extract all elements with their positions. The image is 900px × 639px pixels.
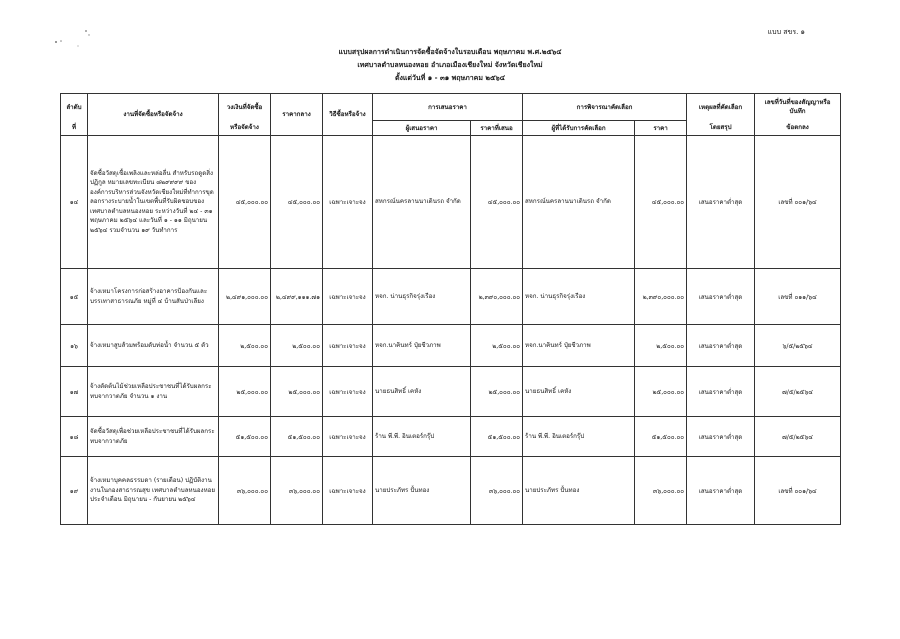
table-row: [61, 367, 841, 417]
table-header: [61, 94, 841, 136]
table-row: [61, 457, 841, 525]
row-contract: เลขที่ ๐๐๑/๖๔: [755, 136, 841, 269]
row-method: เฉพาะเจาะจง: [323, 269, 373, 325]
row-budget: ๒,๕๐๐.๐๐: [219, 325, 271, 367]
row-budget: ๓๖,๐๐๐.๐๐: [219, 457, 271, 525]
header-offer-group: การเสนอราคา: [373, 94, 523, 121]
row-price: ๒,๓๙๐,๐๐๐.๐๐: [635, 269, 687, 325]
row-no: ๑๖: [61, 325, 88, 367]
header-selected-vendor: ผู้ที่ได้รับการคัดเลือก: [523, 121, 635, 136]
row-selected-vendor: หจก. น่านธุรกิจรุ่งเรือง: [523, 269, 635, 325]
row-no: ๑๕: [61, 269, 88, 325]
row-reason: เสนอราคาต่ำสุด: [687, 136, 755, 269]
header-contract: เลขที่วันที่ของสัญญาหรือบันทึก: [755, 94, 841, 121]
row-reason: เสนอราคาต่ำสุด: [687, 367, 755, 417]
row-budget: ๕๑,๕๐๐.๐๐: [219, 417, 271, 457]
row-item: จ้างเหมาบุคคลธรรมดา (รายเดือน) ปฏิบัติงานงานในกองสาธารณสุข เทศบาลตำบลหนองหอย ประจำเดือน มิถุนายน - กันยายน ๒๕๖๔: [88, 457, 219, 525]
row-selected-vendor: นายธนสิทธิ์ เคหัง: [523, 367, 635, 417]
row-bidder: หจก. น่านธุรกิจรุ่งเรือง: [373, 269, 471, 325]
row-no: ๑๙: [61, 457, 88, 525]
row-median: ๔๕,๐๐๐.๐๐: [271, 136, 323, 269]
row-item: จัดซื้อวัสดุเพื่อช่วยเหลือประชาชนที่ได้รับผลกระทบจากวาตภัย: [88, 417, 219, 457]
row-price: ๒,๕๐๐.๐๐: [635, 325, 687, 367]
row-median: ๒,๕๐๐.๐๐: [271, 325, 323, 367]
header-reason-2: โดยสรุป: [687, 121, 755, 136]
row-method: เฉพาะเจาะจง: [323, 457, 373, 525]
row-contract: เลขที่ ๐๐๑/๖๔: [755, 457, 841, 525]
row-median: ๕๑,๕๐๐.๐๐: [271, 417, 323, 457]
row-offer-price: ๔๕,๐๐๐.๐๐: [471, 136, 523, 269]
table-body: [61, 136, 841, 525]
row-price: ๕๑,๕๐๐.๐๐: [635, 417, 687, 457]
row-budget: ๒,๔๙๑,๐๐๐.๐๐: [219, 269, 271, 325]
row-no: ๑๘: [61, 417, 88, 457]
title-line-3: ตั้งแต่วันที่ ๑ - ๓๑ พฤษภาคม ๒๕๖๔: [394, 74, 506, 82]
header-reason: เหตุผลที่คัดเลือก: [687, 94, 755, 121]
table-row: [61, 269, 841, 325]
header-no-2: ที่: [61, 121, 88, 136]
row-no: ๑๔: [61, 136, 88, 269]
row-item: จ้างเหมาสูบส้วมพร้อมดับท่อน้ำ จำนวน ๕ ตัว: [88, 325, 219, 367]
row-bidder: สหกรณ์นครลานนาเดินรถ จำกัด: [373, 136, 471, 269]
row-median: ๒๕,๐๐๐.๐๐: [271, 367, 323, 417]
row-item: จ้างเหมาโครงการก่อสร้างอาคารป้องกันและบรรเทาสาธารณภัย หมู่ที่ ๔ บ้านสันป่าเลียง: [88, 269, 219, 325]
title-line-1: แบบสรุปผลการดำเนินการจัดซื้อจัดจ้างในรอบเดือน พฤษภาคม พ.ศ.๒๕๖๔: [338, 48, 562, 56]
row-method: เฉพาะเจาะจง: [323, 325, 373, 367]
row-reason: เสนอราคาต่ำสุด: [687, 417, 755, 457]
header-no: ลำดับ: [61, 94, 88, 121]
table-row: [61, 136, 841, 269]
row-method: เฉพาะเจาะจง: [323, 417, 373, 457]
row-selected-vendor: นายประภัทร ปั้นทอง: [523, 457, 635, 525]
header-method: วิธีซื้อหรือจ้าง: [323, 94, 373, 136]
document-titles: [0, 46, 900, 85]
row-item: จ้างตัดต้นไม้ช่วยเหลือประชาชนที่ได้รับผลกระทบจากวาตภัย จำนวน ๑ งาน: [88, 367, 219, 417]
header-budget-2: หรือจัดจ้าง: [219, 121, 271, 136]
row-offer-price: ๒๕,๐๐๐.๐๐: [471, 367, 523, 417]
row-reason: เสนอราคาต่ำสุด: [687, 269, 755, 325]
row-offer-price: ๕๑,๕๐๐.๐๐: [471, 417, 523, 457]
row-contract: ๗/๕/๒๕๖๔: [755, 417, 841, 457]
header-offer-price: ราคาที่เสนอ: [471, 121, 523, 136]
header-selected-price: ราคา: [635, 121, 687, 136]
header-item: งานที่จัดซื้อหรือจัดจ้าง: [88, 94, 219, 136]
row-price: ๔๕,๐๐๐.๐๐: [635, 136, 687, 269]
row-no: ๑๗: [61, 367, 88, 417]
row-bidder: นายธนสิทธิ์ เคหัง: [373, 367, 471, 417]
header-budget: วงเงินที่จัดซื้อ: [219, 94, 271, 121]
row-contract: ๖/๕/๒๕๖๔: [755, 325, 841, 367]
row-item: จัดซื้อวัสดุเชื้อเพลิงและหล่อลื่น สำหรับรถดูดสิ่งปฏิกูล หมายเลขทะเบียน ๘๒๙๙๙๙ ขององค์การบริหารส่วนจังหวัดเชียงใหม่ที่ทำการขุดลอกรางระบายน้ำในเขตพื้นที่รับผิดชอบของเทศบาลตำบลหนองหอย ระหว่างวันที่ ๒๔ - ๓๑ พฤษภาคม ๒๕๖๔ และวันที่ ๑ - ๑๑ มิถุนายน ๒๕๖๔ รวมจำนวน ๑๙ วันทำการ: [88, 136, 219, 269]
row-price: ๒๕,๐๐๐.๐๐: [635, 367, 687, 417]
header-selection-group: การพิจารณาคัดเลือก: [523, 94, 687, 121]
row-reason: เสนอราคาต่ำสุด: [687, 457, 755, 525]
row-bidder: นายประภัทร ปั้นทอง: [373, 457, 471, 525]
header-median-price: ราคากลาง: [271, 94, 323, 136]
row-median: ๓๖,๐๐๐.๐๐: [271, 457, 323, 525]
row-offer-price: ๒,๕๐๐.๐๐: [471, 325, 523, 367]
procurement-table: [60, 93, 841, 525]
row-method: เฉพาะเจาะจง: [323, 136, 373, 269]
row-selected-vendor: หจก.นาคินทร์ ปุ๋ยชีวภาพ: [523, 325, 635, 367]
header-offer-bidder: ผู้เสนอราคา: [373, 121, 471, 136]
table-row: [61, 417, 841, 457]
row-selected-vendor: สหกรณ์นครลานนาเดินรถ จำกัด: [523, 136, 635, 269]
row-method: เฉพาะเจาะจง: [323, 367, 373, 417]
row-price: ๓๖,๐๐๐.๐๐: [635, 457, 687, 525]
row-selected-vendor: ร้าน พี.พี. อินเตอร์กรุ๊ป: [523, 417, 635, 457]
row-budget: ๒๕,๐๐๐.๐๐: [219, 367, 271, 417]
table-row: [61, 325, 841, 367]
row-offer-price: ๒,๓๙๐,๐๐๐.๐๐: [471, 269, 523, 325]
row-contract: เลขที่ ๐๑๑/๖๔: [755, 269, 841, 325]
title-line-2: เทศบาลตำบลหนองหอย อำเภอเมืองเชียงใหม่ จังหวัดเชียงใหม่: [357, 61, 543, 69]
row-bidder: หจก.นาคินทร์ ปุ๋ยชีวภาพ: [373, 325, 471, 367]
form-code: แบบ สขร. ๑: [767, 28, 805, 36]
row-offer-price: ๓๖,๐๐๐.๐๐: [471, 457, 523, 525]
row-contract: ๗/๕/๒๕๖๔: [755, 367, 841, 417]
header-contract-2: ข้อตกลง: [755, 121, 841, 136]
row-budget: ๔๕,๐๐๐.๐๐: [219, 136, 271, 269]
row-bidder: ร้าน พี.พี. อินเตอร์กรุ๊ป: [373, 417, 471, 457]
row-median: ๒,๔๙๙,๑๑๑.๗๑: [271, 269, 323, 325]
row-reason: เสนอราคาต่ำสุด: [687, 325, 755, 367]
